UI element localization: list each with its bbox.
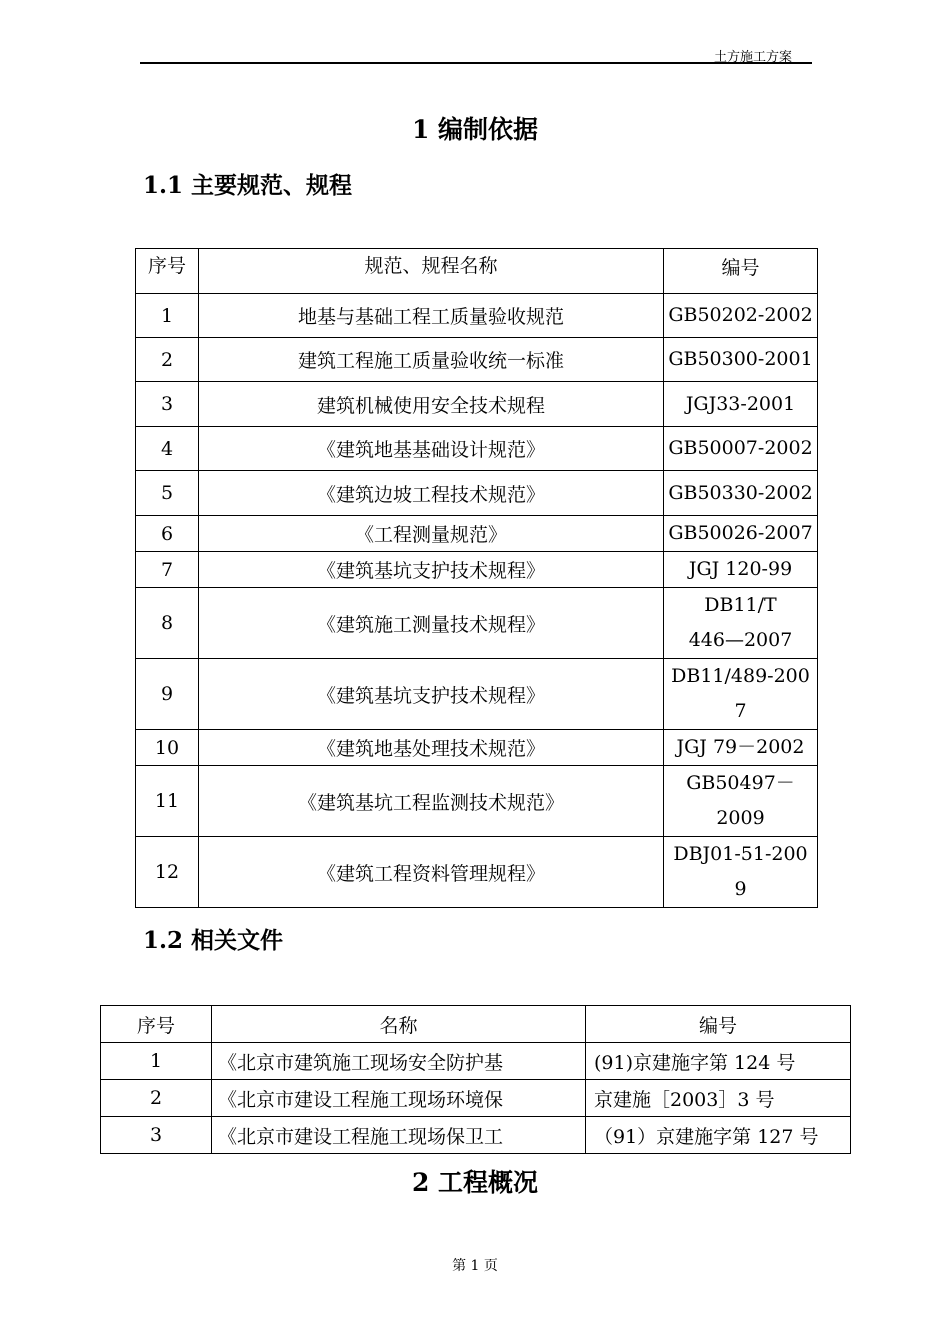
table-row [136,338,818,382]
standard-name: 《建筑地基处理技术规范》 [199,730,664,766]
standard-code: GB50202-2002 [664,294,818,338]
standard-code: JGJ 79－2002 [664,730,818,766]
standard-name: 《工程测量规范》 [199,516,664,552]
row-index: 2 [101,1080,212,1117]
row-index: 12 [136,837,199,908]
header-text: 土方施工方案 [713,50,792,65]
standard-code: DB11/489-200 7 [664,659,818,730]
standard-code: JGJ33-2001 [664,382,818,427]
page-number: 第 1 页 [452,1258,498,1274]
table-row [136,294,818,338]
standard-code: GB50497－ 2009 [664,766,818,837]
standard-code: DB11/T 446—2007 [664,588,818,659]
standard-code: GB50300-2001 [664,338,818,382]
table-row [101,1080,851,1117]
document-code: （91）京建施字第 127 号 [586,1117,851,1154]
table-row [136,382,818,427]
related-documents-table [100,1005,851,1154]
page-header [140,40,812,64]
standard-name: 《建筑基坑支护技术规程》 [199,659,664,730]
table-row [136,471,818,516]
table-row [136,730,818,766]
standard-code: GB50330-2002 [664,471,818,516]
standard-name: 《建筑施工测量技术规程》 [199,588,664,659]
row-index: 4 [136,427,199,471]
table-row [101,1043,851,1080]
table-row [136,516,818,552]
row-index: 8 [136,588,199,659]
standard-name: 《建筑基坑支护技术规程》 [199,552,664,588]
document-name: 《北京市建设工程施工现场环境保 [212,1080,586,1117]
table-header-row [101,1006,851,1043]
row-index: 1 [136,294,199,338]
standard-name: 《建筑边坡工程技术规范》 [199,471,664,516]
table-row [136,837,818,908]
standard-name: 建筑机械使用安全技术规程 [199,382,664,427]
column-header: 编号 [586,1006,851,1043]
column-header: 序号 [101,1006,212,1043]
standard-name: 《建筑基坑工程监测技术规范》 [199,766,664,837]
table-row [136,659,818,730]
table-row [101,1117,851,1154]
standard-code: GB50026-2007 [664,516,818,552]
row-index: 7 [136,552,199,588]
column-header: 编号 [664,249,818,294]
column-header: 规范、规程名称 [199,249,664,294]
row-index: 5 [136,471,199,516]
standards-table [135,248,818,908]
column-header: 名称 [212,1006,586,1043]
section-1-1-title: 1.1 主要规范、规程 [143,172,353,199]
chapter-1-title: 1 编制依据 [411,115,539,144]
standard-name: 《建筑工程资料管理规程》 [199,837,664,908]
section-1-2-title: 1.2 相关文件 [143,927,284,954]
row-index: 6 [136,516,199,552]
standard-name: 地基与基础工程工质量验收规范 [199,294,664,338]
row-index: 11 [136,766,199,837]
document-code: 京建施［2003］3 号 [586,1080,851,1117]
column-header: 序号 [136,249,199,294]
document-name: 《北京市建筑施工现场安全防护基 [212,1043,586,1080]
standard-code: GB50007-2002 [664,427,818,471]
row-index: 1 [101,1043,212,1080]
table-row [136,427,818,471]
row-index: 3 [136,382,199,427]
standard-code: JGJ 120-99 [664,552,818,588]
table-row [136,552,818,588]
standard-name: 建筑工程施工质量验收统一标准 [199,338,664,382]
table-row [136,588,818,659]
table-header-row [136,249,818,294]
row-index: 3 [101,1117,212,1154]
chapter-2-title: 2 工程概况 [411,1168,539,1197]
standard-name: 《建筑地基基础设计规范》 [199,427,664,471]
row-index: 2 [136,338,199,382]
document-name: 《北京市建设工程施工现场保卫工 [212,1117,586,1154]
row-index: 9 [136,659,199,730]
standard-code: DBJ01-51-200 9 [664,837,818,908]
document-code: (91)京建施字第 124 号 [586,1043,851,1080]
row-index: 10 [136,730,199,766]
table-row [136,766,818,837]
